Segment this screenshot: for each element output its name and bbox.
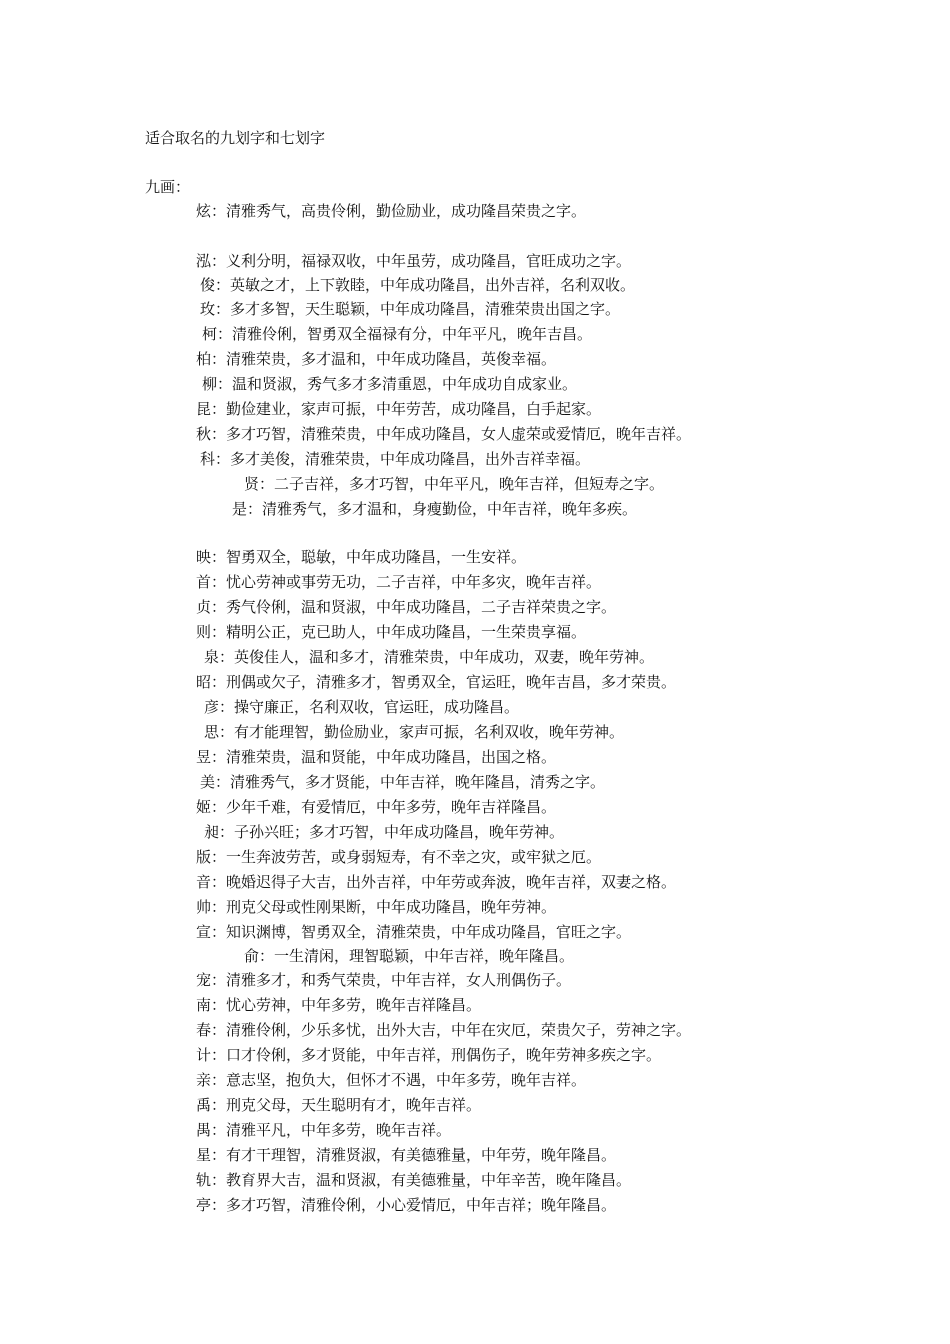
list-item: 昶：子孙兴旺；多才巧智，中年成功隆昌，晚年劳神。 [204,823,565,841]
list-item: 禺：清雅平凡，中年多劳，晚年吉祥。 [196,1121,452,1139]
list-item: 亲：意志坚，抱负大，但怀才不遇，中年多劳，晚年吉祥。 [196,1071,587,1089]
list-item: 贤：二子吉祥，多才巧智，中年平凡，晚年吉祥，但短寿之字。 [244,475,665,493]
document-title: 适合取名的九划字和七划字 [145,129,326,147]
list-item: 南：忧心劳神，中年多劳，晚年吉祥隆昌。 [196,996,482,1014]
list-item: 泉：英俊佳人，温和多才，清雅荣贵，中年成功，双妻，晚年劳神。 [204,648,655,666]
list-item: 彦：操守廉正，名利双收，官运旺，成功隆昌。 [204,698,520,716]
list-item: 思：有才能理智，勤俭励业，家声可振，名利双收，晚年劳神。 [204,723,625,741]
list-item: 星：有才干理智，清雅贤淑，有美德雅量，中年劳，晚年隆昌。 [196,1146,617,1164]
list-item: 宠：清雅多才，和秀气荣贵，中年吉祥，女人刑偶伤子。 [196,971,572,989]
list-item: 俞：一生清闲，理智聪颖，中年吉祥，晚年隆昌。 [244,947,575,965]
list-item: 科：多才美俊，清雅荣贵，中年成功隆昌，出外吉祥幸福。 [200,450,591,468]
list-item: 禹：刑克父母，天生聪明有才，晚年吉祥。 [196,1096,482,1114]
list-item: 柯：清雅伶俐，智勇双全福禄有分，中年平凡，晚年吉昌。 [202,325,593,343]
list-item: 帅：刑克父母或性刚果断，中年成功隆昌，晚年劳神。 [196,898,557,916]
list-item: 春：清雅伶俐，少乐多忧，出外大吉，中年在灾厄，荣贵欠子，劳神之字。 [196,1021,692,1039]
list-item: 贞：秀气伶俐，温和贤淑，中年成功隆昌，二子吉祥荣贵之字。 [196,598,617,616]
list-item: 版：一生奔波劳苦，或身弱短寿，有不幸之灾，或牢狱之厄。 [196,848,602,866]
list-item: 计：口才伶俐，多才贤能，中年吉祥，刑偶伤子，晚年劳神多疾之字。 [196,1046,662,1064]
list-item: 则：精明公正，克已助人，中年成功隆昌，一生荣贵享福。 [196,623,587,641]
list-item: 昱：清雅荣贵，温和贤能，中年成功隆昌，出国之格。 [196,748,557,766]
list-item: 姬：少年千难，有爱情厄，中年多劳，晚年吉祥隆昌。 [196,798,557,816]
list-item: 泓：义利分明，福禄双收，中年虽劳，成功隆昌，官旺成功之字。 [196,252,632,270]
list-item: 炫：清雅秀气，高贵伶俐，勤俭励业，成功隆昌荣贵之字。 [196,202,587,220]
list-item: 轨：教育界大吉，温和贤淑，有美德雅量，中年辛苦，晚年隆昌。 [196,1171,632,1189]
list-item: 亭：多才巧智，清雅伶俐，小心爱情厄，中年吉祥；晚年隆昌。 [196,1196,617,1214]
list-item: 映：智勇双全，聪敏，中年成功隆昌，一生安祥。 [196,548,527,566]
list-item: 音：晚婚迟得子大吉，出外吉祥，中年劳或奔波，晚年吉祥，双妻之格。 [196,873,677,891]
list-item: 玫：多才多智，天生聪颖，中年成功隆昌，清雅荣贵出国之字。 [200,300,621,318]
list-item: 柏：清雅荣贵，多才温和，中年成功隆昌，英俊幸福。 [196,350,557,368]
section-heading: 九画： [145,178,191,196]
list-item: 昆：勤俭建业，家声可振，中年劳苦，成功隆昌，白手起家。 [196,400,602,418]
list-item: 俊：英敏之才，上下敦睦，中年成功隆昌，出外吉祥，名利双收。 [200,276,636,294]
list-item: 昭：刑偶或欠子，清雅多才，智勇双全，官运旺，晚年吉昌，多才荣贵。 [196,673,677,691]
list-item: 美：清雅秀气，多才贤能，中年吉祥，晚年隆昌，清秀之字。 [200,773,606,791]
list-item: 柳：温和贤淑，秀气多才多清重恩，中年成功自成家业。 [202,375,578,393]
list-item: 是：清雅秀气，多才温和，身瘦勤俭，中年吉祥，晚年多疾。 [232,500,638,518]
list-item: 宣：知识渊博，智勇双全，清雅荣贵，中年成功隆昌，官旺之字。 [196,923,632,941]
list-item: 秋：多才巧智，清雅荣贵，中年成功隆昌，女人虚荣或爱情厄，晚年吉祥。 [196,425,692,443]
list-item: 首：忧心劳神或事劳无功，二子吉祥，中年多灾，晚年吉祥。 [196,573,602,591]
